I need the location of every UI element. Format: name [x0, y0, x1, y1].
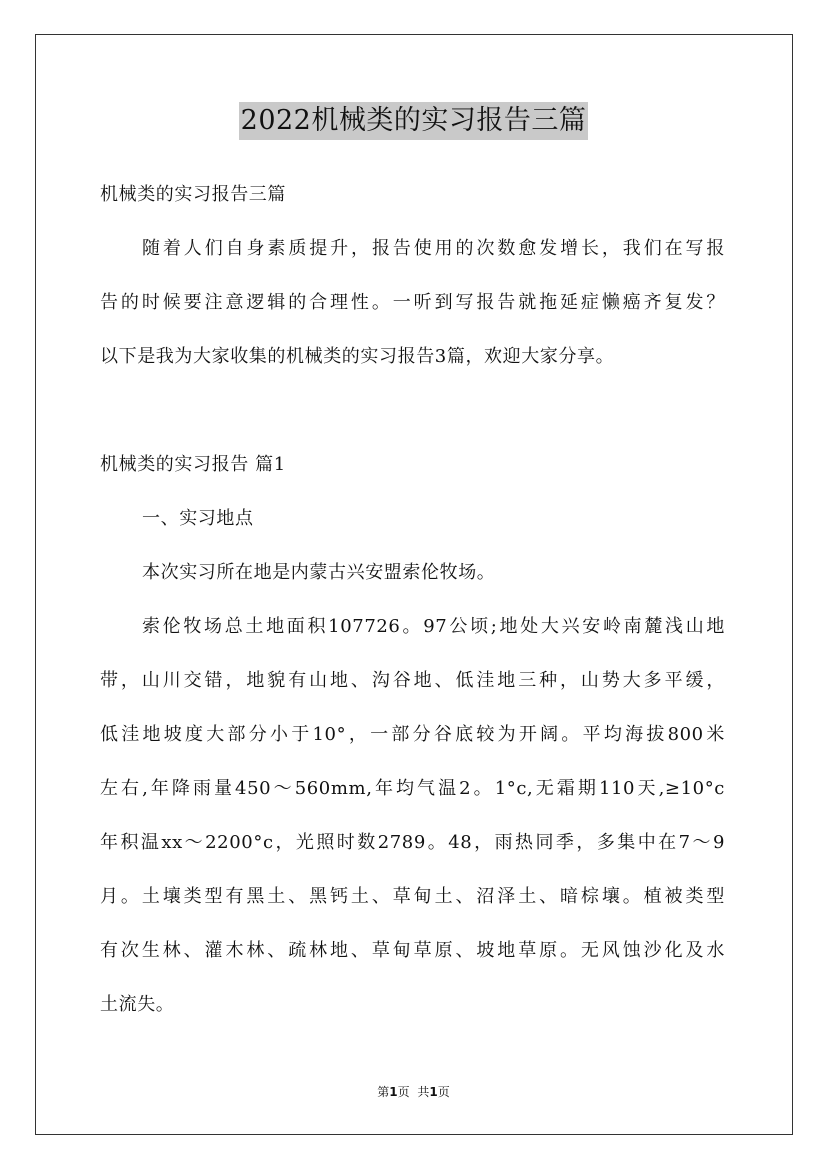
body-line-1: 索伦牧场总土地面积107726。97公顷;地处大兴安岭南麓浅山地 [142, 616, 725, 637]
body-line-6: 月。土壤类型有黑土、黑钙土、草甸土、沼泽土、暗棕壤。植被类型 [100, 886, 725, 907]
footer-page-number: 1 [389, 1085, 398, 1099]
page-footer [0, 1084, 827, 1100]
section-heading: 机械类的实习报告 篇1 [100, 454, 286, 475]
body-line-7: 有次生林、灌木林、疏林地、草甸草原、坡地草原。无风蚀沙化及水 [100, 940, 725, 961]
body-line-5: 年积温xx～2200°c，光照时数2789。48，雨热同季，多集中在7～9 [100, 832, 725, 853]
document-title: 2022机械类的实习报告三篇 [239, 102, 589, 140]
footer-total-prefix: 共 [417, 1085, 430, 1099]
location-line: 本次实习所在地是内蒙古兴安盟索伦牧场。 [142, 562, 496, 583]
footer-page-suffix: 页 [397, 1085, 410, 1099]
body-line-8: 土流失。 [100, 994, 175, 1015]
body-line-4: 左右,年降雨量450～560mm,年均气温2。1°c,无霜期110天,≥10°c [100, 778, 725, 799]
intro-line-2: 告的时候要注意逻辑的合理性。一听到写报告就拖延症懒癌齐复发？ [100, 292, 725, 313]
title-container [0, 102, 827, 140]
footer-prefix: 第 [377, 1085, 390, 1099]
item-heading: 一、实习地点 [142, 508, 254, 529]
body-line-3: 低洼地坡度大部分小于10°，一部分谷底较为开阔。平均海拔800米 [100, 724, 725, 745]
footer-total-pages: 1 [429, 1085, 438, 1099]
body-line-2: 带，山川交错，地貌有山地、沟谷地、低洼地三种，山势大多平缓， [100, 670, 725, 691]
document-subtitle: 机械类的实习报告三篇 [100, 184, 286, 205]
intro-line-3: 以下是我为大家收集的机械类的实习报告3篇，欢迎大家分享。 [100, 346, 615, 367]
footer-total-suffix: 页 [437, 1085, 450, 1099]
intro-line-1: 随着人们自身素质提升，报告使用的次数愈发增长，我们在写报 [142, 238, 725, 259]
